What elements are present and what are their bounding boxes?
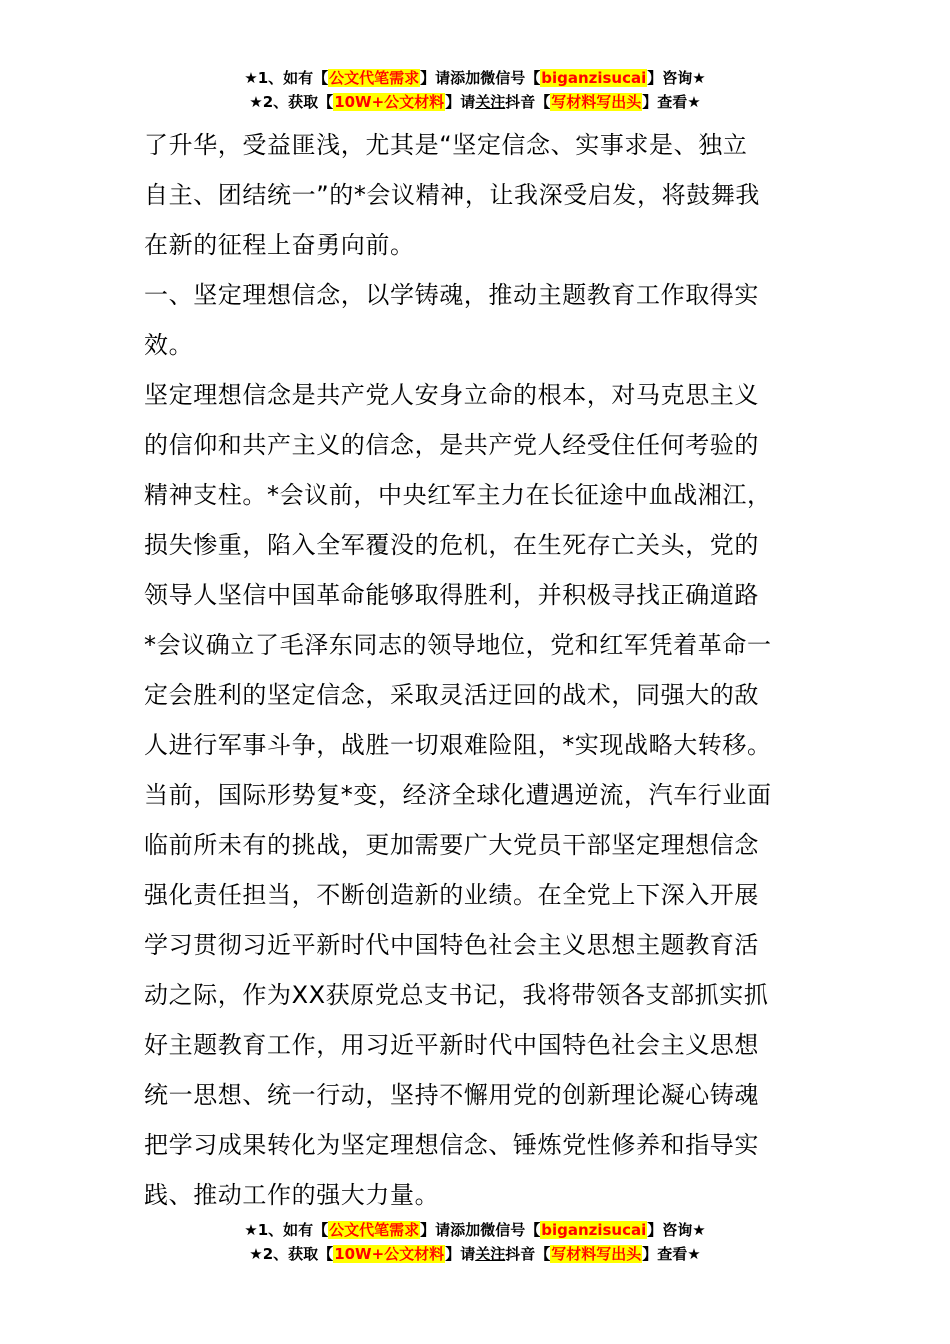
body-text-line: 坚定理想信念是共产党人安身立命的根本，对马克思主义	[144, 381, 759, 409]
header-line-2-suffix: 】查看★	[642, 93, 701, 111]
header-line-2-underlined: 关注	[475, 93, 506, 111]
header-line-2	[0, 90, 950, 114]
body-text-line: 好主题教育工作，用习近平新时代中国特色社会主义思想	[144, 1031, 759, 1059]
footer-line-2-suffix: 】查看★	[642, 1245, 701, 1263]
body-text-line: 效。	[144, 331, 194, 359]
header-line-2-middle-2: 抖音【	[505, 93, 551, 111]
body-text-line: 人进行军事斗争，战胜一切艰难险阻，*实现战略大转移。	[144, 731, 772, 759]
body-text-line: 领导人坚信中国革命能够取得胜利，并积极寻找正确道路	[144, 581, 759, 609]
body-text-line: 了升华，受益匪浅，尤其是“坚定信念、实事求是、独立	[144, 131, 748, 159]
footer-line-1	[0, 1218, 950, 1242]
body-text-line: 一、坚定理想信念，以学铸魂，推动主题教育工作取得实	[144, 281, 759, 309]
body-text-line: 统一思想、统一行动，坚持不懈用党的创新理论凝心铸魂	[144, 1081, 759, 1109]
footer-line-1-suffix: 】咨询★	[647, 1221, 706, 1239]
footer-line-1-middle-2: 微信号【	[480, 1221, 541, 1239]
header-line-1-prefix: ★1、如有【	[244, 69, 329, 87]
materials-highlight: 10W+公文材料	[334, 1245, 445, 1263]
header-line-2-prefix: ★2、获取【	[249, 93, 334, 111]
body-text-line: 践、推动工作的强大力量。	[144, 1181, 440, 1209]
header-line-1-middle-2: 微信号【	[480, 69, 541, 87]
header-line-1-middle: 】请添	[420, 69, 466, 87]
footer-line-1-prefix: ★1、如有【	[244, 1221, 329, 1239]
body-text-line: 精神支柱。*会议前，中央红军主力在长征途中血战湘江，	[144, 481, 772, 509]
header-line-1	[0, 66, 950, 90]
header-banner	[0, 66, 950, 114]
douyin-account-highlight: 写材料写出头	[551, 93, 642, 111]
body-text-line: 损失惨重，陷入全军覆没的危机，在生死存亡关头，党的	[144, 531, 759, 559]
header-line-1-suffix: 】咨询★	[647, 69, 706, 87]
body-text-line: 把学习成果转化为坚定理想信念、锤炼党性修养和指导实	[144, 1131, 759, 1159]
header-line-1-bold: 加	[465, 69, 481, 87]
douyin-account-highlight: 写材料写出头	[551, 1245, 642, 1263]
ghostwriting-highlight: 公文代笔需求	[329, 1221, 420, 1239]
footer-line-1-middle: 】请添	[420, 1221, 466, 1239]
body-text-line: 定会胜利的坚定信念，采取灵活迂回的战术，同强大的敌	[144, 681, 759, 709]
body-text-line: 学习贯彻习近平新时代中国特色社会主义思想主题教育活	[144, 931, 759, 959]
footer-line-1-bold: 加	[465, 1221, 481, 1239]
header-line-2-middle: 】请	[445, 93, 476, 111]
ghostwriting-highlight: 公文代笔需求	[329, 69, 420, 87]
materials-highlight: 10W+公文材料	[334, 93, 445, 111]
wechat-id-highlight: biganzisucai	[541, 69, 647, 87]
footer-line-2-middle: 】请	[445, 1245, 476, 1263]
footer-line-2	[0, 1242, 950, 1266]
footer-line-2-middle-2: 抖音【	[505, 1245, 551, 1263]
document-body	[144, 120, 814, 1220]
body-text-line: 自主、团结统一”的*会议精神，让我深受启发，将鼓舞我	[144, 181, 761, 209]
body-text-line: 动之际，作为XX获原党总支书记，我将带领各支部抓实抓	[144, 981, 769, 1009]
footer-line-2-prefix: ★2、获取【	[249, 1245, 334, 1263]
body-text-line: 临前所未有的挑战，更加需要广大党员干部坚定理想信念	[144, 831, 759, 859]
body-text-line: *会议确立了毛泽东同志的领导地位，党和红军凭着革命一	[144, 631, 772, 659]
body-text-line: 在新的征程上奋勇向前。	[144, 231, 415, 259]
footer-banner	[0, 1218, 950, 1266]
body-text-line: 当前，国际形势复*变，经济全球化遭遇逆流，汽车行业面	[144, 781, 772, 809]
body-text-line: 的信仰和共产主义的信念，是共产党人经受住任何考验的	[144, 431, 759, 459]
footer-line-2-underlined: 关注	[475, 1245, 506, 1263]
body-text-line: 强化责任担当，不断创造新的业绩。在全党上下深入开展	[144, 881, 759, 909]
wechat-id-highlight: biganzisucai	[541, 1221, 647, 1239]
